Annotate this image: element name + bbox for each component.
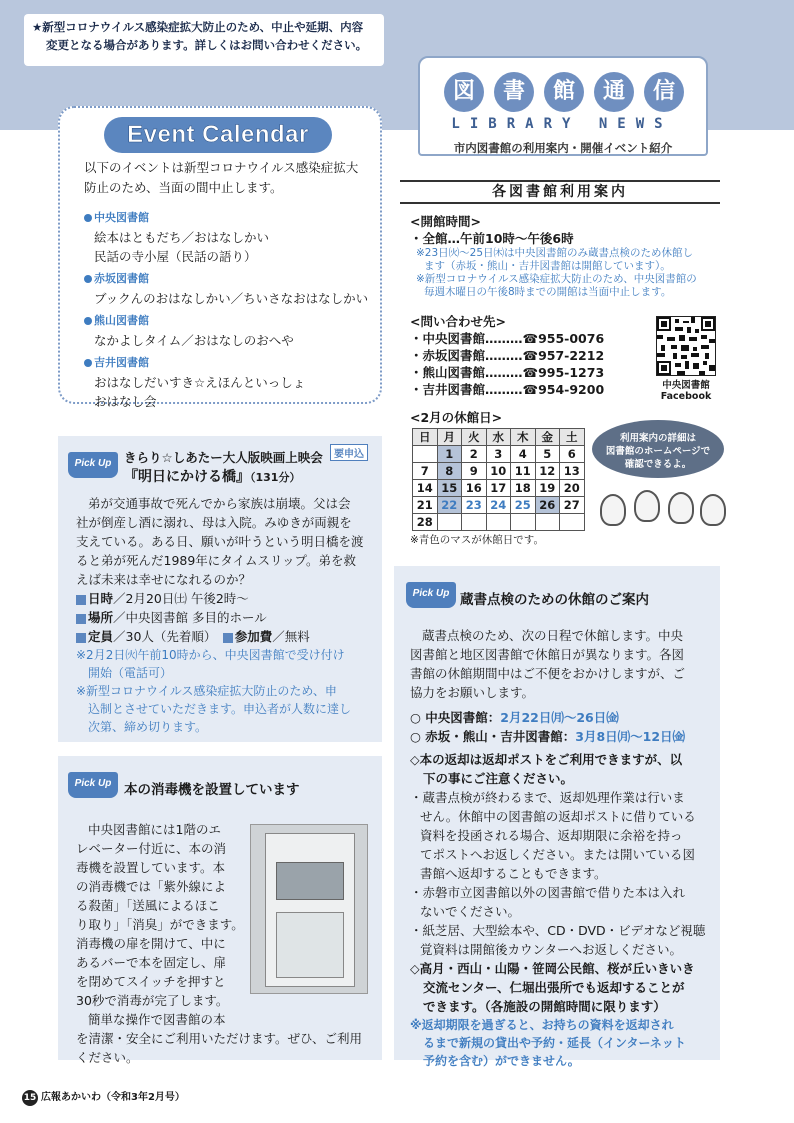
calendar-day bbox=[462, 514, 487, 531]
movie-capacity: 定員／30人（先着順） 参加費／無料 bbox=[76, 627, 378, 646]
closure-body bbox=[410, 626, 716, 1070]
closure-line: 図書館と地区図書館で休館日が異なります。各図 bbox=[410, 647, 685, 662]
return-bullet: 覚資料は開館後カウンターへお返しください。 bbox=[420, 942, 683, 957]
february-calendar bbox=[412, 428, 585, 531]
mascot-icon bbox=[600, 494, 626, 526]
disinfect-line: 消毒機の扉を開けて、中に bbox=[76, 936, 226, 951]
calendar-week bbox=[413, 497, 585, 514]
page-footer bbox=[22, 1088, 185, 1106]
disinfect-line: ください。 bbox=[76, 1050, 139, 1065]
mascot-icon bbox=[634, 490, 660, 522]
event-lead-1: 以下のイベントは新型コロナウイルス感染症拡大 bbox=[84, 160, 359, 175]
calendar-day bbox=[413, 446, 438, 463]
final-note: 予約を含む）ができません。 bbox=[423, 1054, 580, 1068]
kominkan-note: できます。（各施設の開館時間に限ります） bbox=[423, 999, 666, 1014]
closure-line: 蔵書点検のため、次の日程で休館します。中央 bbox=[422, 628, 684, 643]
qr-caption bbox=[646, 380, 726, 402]
disinfect-line: 毒機を設置しています。本 bbox=[76, 860, 226, 875]
title-char-4: 通 bbox=[594, 72, 634, 112]
final-note: るまで新規の貸出や予約・延長（インターネット bbox=[423, 1036, 686, 1050]
notice-line-1: ★新型コロナウイルス感染症拡大防止のため、中止や延期、内容 bbox=[32, 20, 364, 34]
disinfector-body bbox=[76, 820, 248, 1029]
title-char-3: 館 bbox=[544, 72, 584, 112]
calendar-day: 4 bbox=[511, 446, 536, 463]
closure-line: 協力をお願いします。 bbox=[410, 685, 535, 700]
disinfector-body-2 bbox=[76, 1029, 378, 1067]
return-heading: 下の事にご注意ください。 bbox=[423, 771, 574, 786]
bullet-dot-icon bbox=[84, 359, 92, 367]
hours-note-2a: ※新型コロナウイルス感染症拡大防止のため、中央図書館の bbox=[416, 273, 697, 285]
movie-body-line: えば未来は幸せになれるのか？ bbox=[76, 572, 252, 587]
calendar-day: 18 bbox=[511, 480, 536, 497]
movie-note: ※2月2日㈫午前10時から、中央図書館で受け付け bbox=[76, 648, 345, 662]
return-bullet: ・蔵書点検が終わるまで、返却処理作業は行いま bbox=[410, 790, 685, 805]
library-news-text: LIBRARY NEWS bbox=[451, 116, 673, 132]
calendar-head-cell: 火 bbox=[462, 429, 487, 446]
calendar-day-closed: 1 bbox=[437, 446, 462, 463]
event-item: 民話の寺小屋（民話の語り） bbox=[94, 249, 257, 264]
calendar-day: 3 bbox=[486, 446, 511, 463]
event-library-akasaka: 赤坂図書館 bbox=[84, 269, 374, 289]
event-library-yoshii: 吉井図書館 bbox=[84, 353, 374, 373]
qr-caption-1: 中央図書館 bbox=[662, 380, 710, 391]
calendar-day: 6 bbox=[560, 446, 585, 463]
contact-section bbox=[410, 312, 650, 398]
pickup-badge: Pick Up bbox=[68, 452, 118, 478]
return-heading: ◇本の返却は返却ポストをご利用できますが、以 bbox=[410, 752, 683, 767]
disinfect-line: あるバーで本を固定し、扉 bbox=[76, 955, 227, 970]
event-calendar-content bbox=[84, 158, 374, 411]
bubble-line-1: 利用案内の詳細は bbox=[619, 433, 696, 444]
movie-note: 込制とさせていただきます。申込者が人数に達し bbox=[88, 702, 352, 716]
bullet-dot-icon bbox=[84, 214, 92, 222]
movie-body-line: 社が倒産し酒に溺れ、母は入院。みゆきが両親を bbox=[76, 515, 352, 530]
mascot-icon bbox=[668, 492, 694, 524]
return-bullet: ・紙芝居、大型絵本や、CD・DVD・ビデオなど視聴 bbox=[410, 923, 706, 938]
calendar-day-closed: 8 bbox=[437, 463, 462, 480]
calendar-day: 12 bbox=[535, 463, 560, 480]
movie-body-line: 弟が交通事故で死んでから家族は崩壊。父は会 bbox=[88, 496, 351, 511]
calendar-day-closed: 15 bbox=[437, 480, 462, 497]
disinfect-line: 30秒で消毒が完了します。 bbox=[76, 993, 229, 1008]
square-bullet-icon bbox=[76, 633, 86, 643]
calendar-day: 2 bbox=[462, 446, 487, 463]
event-item: ブックんのおはなしかい／ちいさなおはなしかい bbox=[94, 291, 369, 306]
event-item: 絵本はともだち／おはなしかい bbox=[94, 230, 270, 245]
machine-door bbox=[276, 912, 344, 978]
calendar-head-cell: 日 bbox=[413, 429, 438, 446]
disinfect-line: の消毒機では「紫外線によ bbox=[76, 879, 227, 894]
return-bullet: てポストへお返しください。または開いている図 bbox=[420, 847, 696, 862]
calendar-day: 10 bbox=[486, 463, 511, 480]
movie-subtitle: きらり☆しあたー大人版映画上映会 bbox=[124, 450, 323, 465]
calendar-day: 9 bbox=[462, 463, 487, 480]
calendar-day bbox=[486, 514, 511, 531]
calendar-day: 11 bbox=[511, 463, 536, 480]
movie-place: 場所／中央図書館 多目的ホール bbox=[76, 608, 378, 627]
return-bullet: ・赤磐市立図書館以外の図書館で借りた本は入れ bbox=[410, 885, 686, 900]
calendar-day-closed: 24 bbox=[486, 497, 511, 514]
disinfect-line: 中央図書館には1階のエ bbox=[88, 822, 221, 837]
calendar-day: 7 bbox=[413, 463, 438, 480]
event-library-kumayama: 熊山図書館 bbox=[84, 311, 374, 331]
final-note: ※返却期限を過ぎると、お持ちの資料を返却され bbox=[410, 1018, 674, 1032]
disinfect-line: る殺菌」「送風によるほこ bbox=[76, 898, 220, 913]
calendar-note: ※青色のマスが休館日です。 bbox=[410, 534, 544, 546]
calendar-day bbox=[560, 514, 585, 531]
kominkan-note: 交流センター、仁堀出張所でも返却することが bbox=[423, 980, 685, 995]
event-calendar-title: Event Calendar bbox=[104, 117, 332, 153]
disinfector-title: 本の消毒機を設置しています bbox=[124, 782, 300, 798]
calendar-head-cell: 月 bbox=[437, 429, 462, 446]
square-bullet-icon bbox=[223, 633, 233, 643]
pickup-badge: Pick Up bbox=[406, 582, 456, 608]
disinfect-line: レベーター付近に、本の消 bbox=[76, 841, 227, 856]
calendar-day: 5 bbox=[535, 446, 560, 463]
contact-yoshii: ・吉井図書館………☎954-9200 bbox=[410, 382, 605, 397]
calendar-week bbox=[413, 463, 585, 480]
mascot-icon bbox=[700, 494, 726, 526]
notice-line-2: 変更となる場合があります。詳しくはお問い合わせください。 bbox=[46, 38, 368, 52]
calendar-week bbox=[413, 446, 585, 463]
movie-body-line: ると弟が死んだ1989年にタイムスリップ。弟を救 bbox=[76, 553, 357, 568]
hours-section bbox=[410, 212, 720, 299]
calendar-week bbox=[413, 480, 585, 497]
info-title: 各図書館利用案内 bbox=[400, 180, 720, 204]
movie-note: 開始（電話可） bbox=[88, 666, 173, 680]
closed-days-label: <2月の休館日> bbox=[410, 410, 503, 425]
calendar-day bbox=[511, 514, 536, 531]
calendar-head-cell: 木 bbox=[511, 429, 536, 446]
calendar-header-row bbox=[413, 429, 585, 446]
return-bullet: ないでください。 bbox=[420, 904, 521, 919]
disinfect-line: を閉めてスイッチを押すと bbox=[76, 974, 226, 989]
header-subtitle: 市内図書館の利用案内・開催イベント紹介 bbox=[453, 141, 673, 155]
calendar-day: 20 bbox=[560, 480, 585, 497]
calendar-day: 27 bbox=[560, 497, 585, 514]
hours-note-1b: ます（赤坂・熊山・吉井図書館は開館しています）。 bbox=[424, 260, 671, 272]
qr-caption-2: Facebook bbox=[660, 391, 712, 402]
hours-note-2b: 毎週木曜日の午後8時までの開館は当面中止します。 bbox=[424, 286, 672, 298]
apply-badge: 要申込 bbox=[330, 444, 368, 461]
hours-label: <開館時間> bbox=[410, 214, 481, 229]
contact-chuo: ・中央図書館………☎955-0076 bbox=[410, 331, 605, 346]
hours-note-1a: ※23日㈫～25日㈭は中央図書館のみ蔵書点検のため休館し bbox=[416, 247, 694, 259]
square-bullet-icon bbox=[76, 595, 86, 605]
calendar-head-cell: 水 bbox=[486, 429, 511, 446]
calendar-day: 13 bbox=[560, 463, 585, 480]
return-bullet: 書館へ返却することもできます。 bbox=[420, 866, 607, 881]
calendar-day bbox=[437, 514, 462, 531]
event-item: おはなしだいすき☆えほんといっしょ bbox=[94, 375, 306, 390]
qr-code-icon bbox=[657, 317, 715, 375]
calendar-week bbox=[413, 514, 585, 531]
return-bullet: せん。休館中の図書館の返却ポストに借りている bbox=[420, 809, 696, 824]
disinfect-line: を清潔・安全にご利用いただけます。ぜひ、ご利用 bbox=[76, 1031, 363, 1046]
machine-body bbox=[265, 833, 355, 987]
calendar-day-closed: 25 bbox=[511, 497, 536, 514]
hours-value: ・全館…午前10時～午後6時 bbox=[410, 231, 574, 246]
bullet-dot-icon bbox=[84, 317, 92, 325]
movie-title: 『明日にかける橋』（131分） bbox=[124, 469, 301, 485]
title-char-5: 信 bbox=[644, 72, 684, 112]
title-char-1: 図 bbox=[444, 72, 484, 112]
calendar-day: 28 bbox=[413, 514, 438, 531]
return-bullet: 資料を投函される場合、返却期限に余裕を持っ bbox=[420, 828, 683, 843]
contact-kumayama: ・熊山図書館………☎995-1273 bbox=[410, 365, 605, 380]
schedule-chuo: ○ 中央図書館：2月22日㈪～26日㈮ bbox=[410, 710, 619, 725]
calendar-day: 19 bbox=[535, 480, 560, 497]
calendar-day: 16 bbox=[462, 480, 487, 497]
disinfect-line: り取り」「消臭」ができます。 bbox=[76, 917, 244, 932]
calendar-day: 14 bbox=[413, 480, 438, 497]
kominkan-note: ◇高月・西山・山陽・笹岡公民館、桜が丘いきいき bbox=[410, 961, 695, 976]
disinfect-line: 簡単な操作で図書館の本 bbox=[88, 1012, 226, 1027]
movie-note: 次第、締め切ります。 bbox=[88, 720, 208, 734]
qr-code[interactable] bbox=[656, 316, 716, 376]
movie-date: 日時／2月20日㈯ 午後2時～ bbox=[76, 589, 378, 608]
bubble-line-3: 確認できるよ。 bbox=[624, 459, 692, 470]
event-library-chuo: 中央図書館 bbox=[84, 208, 374, 228]
calendar-head-cell: 金 bbox=[535, 429, 560, 446]
calendar-day-closed: 23 bbox=[462, 497, 487, 514]
contact-akasaka: ・赤坂図書館………☎957-2212 bbox=[410, 348, 605, 363]
movie-body-line: 支えている。ある日、願いが叶うという明日橋を渡 bbox=[76, 534, 364, 549]
speech-bubble bbox=[592, 420, 724, 478]
movie-note: ※新型コロナウイルス感染症拡大防止のため、申 bbox=[76, 684, 337, 698]
closure-line: 書館の休館期間中はご不便をおかけしますが、ご bbox=[410, 666, 686, 681]
title-char-2: 書 bbox=[494, 72, 534, 112]
machine-window bbox=[276, 862, 344, 900]
calendar-day-closed: 22 bbox=[437, 497, 462, 514]
event-item: なかよしタイム／おはなしのおへや bbox=[94, 333, 294, 348]
page-number: 15 bbox=[22, 1090, 38, 1106]
event-item: おはなし会 bbox=[94, 394, 157, 409]
contact-label: <問い合わせ先> bbox=[410, 314, 506, 329]
bullet-dot-icon bbox=[84, 275, 92, 283]
calendar-day: 21 bbox=[413, 497, 438, 514]
disinfector-photo bbox=[250, 824, 368, 994]
calendar-day-closed: 26 bbox=[535, 497, 560, 514]
square-bullet-icon bbox=[76, 614, 86, 624]
schedule-others: ○ 赤坂・熊山・吉井図書館：3月8日㈪～12日㈮ bbox=[410, 729, 686, 744]
bubble-line-2: 図書館のホームページで bbox=[605, 446, 711, 457]
calendar-day: 17 bbox=[486, 480, 511, 497]
event-lead-2: 防止のため、当面の間中止します。 bbox=[84, 180, 283, 195]
calendar-head-cell: 土 bbox=[560, 429, 585, 446]
closure-title: 蔵書点検のための休館のご案内 bbox=[460, 592, 649, 608]
movie-body bbox=[76, 494, 378, 736]
calendar-day bbox=[535, 514, 560, 531]
pickup-badge: Pick Up bbox=[68, 772, 118, 798]
publication-name: 広報あかいわ（令和3年2月号） bbox=[41, 1092, 185, 1103]
covid-notice bbox=[24, 14, 384, 66]
